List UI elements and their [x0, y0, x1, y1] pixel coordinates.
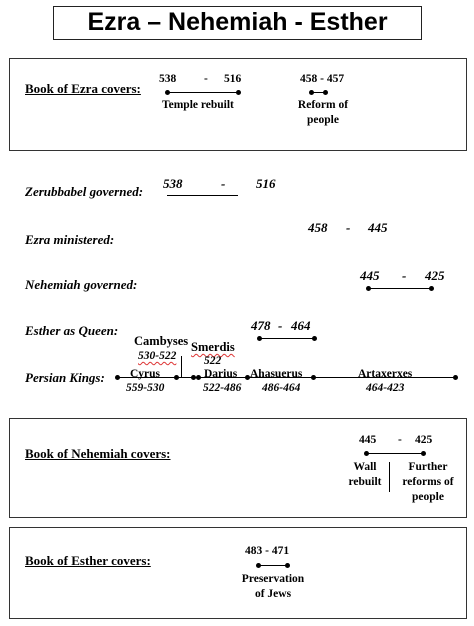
ezra-range2-caption-1: Reform of — [297, 99, 349, 111]
kings-dot-ahasuerus-end — [311, 375, 316, 380]
darius-name: Darius — [204, 368, 238, 380]
nehemiah-governed-end: 425 — [425, 268, 445, 283]
kings-dot-cyrus-end — [174, 375, 179, 380]
nehemiah-book-end: 425 — [415, 434, 433, 446]
ahasuerus-years: 486-464 — [262, 382, 301, 394]
nehemiah-governed-start: 445 — [360, 268, 380, 283]
esther-queen-dash: - — [278, 318, 283, 333]
ezra-range1-start-dot — [165, 90, 170, 95]
nehemiah-book-label: Book of Nehemiah covers: — [25, 446, 171, 461]
nehemiah-governed-start-dot — [366, 286, 371, 291]
nehemiah-divider — [389, 462, 390, 492]
zerubbabel-label: Zerubbabel governed: — [25, 184, 144, 199]
nehemiah-left-caption-2: rebuilt — [348, 476, 382, 488]
esther-book-bar — [258, 565, 287, 566]
artaxerxes-years: 464-423 — [366, 382, 405, 394]
nehemiah-book-end-dot — [421, 451, 426, 456]
ezra-ministered-label: Ezra ministered: — [25, 232, 115, 247]
nehemiah-right-caption-2: reforms of — [402, 476, 454, 488]
artaxerxes-name: Artaxerxes — [358, 368, 413, 380]
nehemiah-governed-label: Nehemiah governed: — [25, 277, 138, 292]
page-title: Ezra – Nehemiah - Esther — [87, 8, 388, 36]
ezra-range1-start: 538 — [159, 73, 177, 85]
nehemiah-governed-dash: - — [402, 268, 407, 283]
ezra-book-box — [9, 58, 467, 151]
esther-queen-start: 478 — [251, 318, 271, 333]
ezra-range1-caption: Temple rebuilt — [162, 99, 234, 111]
smerdis-years: 522 — [204, 355, 222, 367]
kings-dot-artaxerxes-end — [453, 375, 458, 380]
nehemiah-book-start-dot — [364, 451, 369, 456]
ezra-book-label: Book of Ezra covers: — [25, 81, 141, 96]
nehemiah-book-start: 445 — [359, 434, 377, 446]
persian-kings-label: Persian Kings: — [25, 370, 105, 385]
nehemiah-governed-end-dot — [429, 286, 434, 291]
zerubbabel-dash: - — [221, 176, 226, 191]
title-box — [53, 6, 422, 40]
esther-book-start-dot — [256, 563, 261, 568]
nehemiah-governed-bar — [368, 288, 431, 289]
ahasuerus-name: Ahasuerus — [250, 368, 303, 380]
nehemiah-book-dash: - — [398, 434, 402, 446]
esther-queen-bar — [259, 338, 314, 339]
cambyses-years: 530-522 — [138, 350, 177, 362]
esther-queen-end: 464 — [291, 318, 311, 333]
zerubbabel-bar — [167, 195, 238, 196]
ezra-range1-end: 516 — [224, 73, 242, 85]
zerubbabel-start: 538 — [163, 176, 183, 191]
zerubbabel-end: 516 — [256, 176, 276, 191]
esther-book-label: Book of Esther covers: — [25, 553, 151, 568]
smerdis-name: Smerdis — [191, 340, 235, 354]
esther-caption-1: Preservation — [241, 573, 305, 585]
darius-years: 522-486 — [203, 382, 242, 394]
cambyses-name: Cambyses — [134, 334, 189, 348]
kings-dot-smerdis-end — [196, 375, 201, 380]
ezra-range2-dates: 458 - 457 — [300, 73, 345, 85]
esther-book-dates: 483 - 471 — [245, 545, 290, 557]
cyrus-years: 559-530 — [126, 382, 165, 394]
ezra-ministered-end: 445 — [368, 220, 388, 235]
kings-dot-start — [115, 375, 120, 380]
nehemiah-right-caption-3: people — [412, 491, 444, 503]
ezra-ministered-dash: - — [346, 220, 351, 235]
cyrus-name: Cyrus — [130, 368, 161, 380]
ezra-range1-dash: - — [204, 73, 208, 85]
esther-queen-end-dot — [312, 336, 317, 341]
ezra-range2-start-dot — [309, 90, 314, 95]
nehemiah-book-bar — [366, 453, 423, 454]
ezra-ministered-start: 458 — [308, 220, 328, 235]
nehemiah-right-caption-1: Further — [408, 461, 448, 473]
nehemiah-left-caption-1: Wall — [353, 461, 377, 473]
cambyses-connector — [181, 356, 182, 377]
esther-book-end-dot — [285, 563, 290, 568]
kings-dot-cambyses-end — [191, 375, 196, 380]
kings-dot-darius-end — [245, 375, 250, 380]
esther-queen-start-dot — [257, 336, 262, 341]
ezra-range2-end-dot — [323, 90, 328, 95]
esther-caption-2: of Jews — [254, 588, 292, 600]
ezra-range1-end-dot — [236, 90, 241, 95]
ezra-range1-bar — [167, 92, 238, 93]
esther-queen-label: Esther as Queen: — [25, 323, 119, 338]
ezra-range2-caption-2: people — [307, 114, 339, 126]
